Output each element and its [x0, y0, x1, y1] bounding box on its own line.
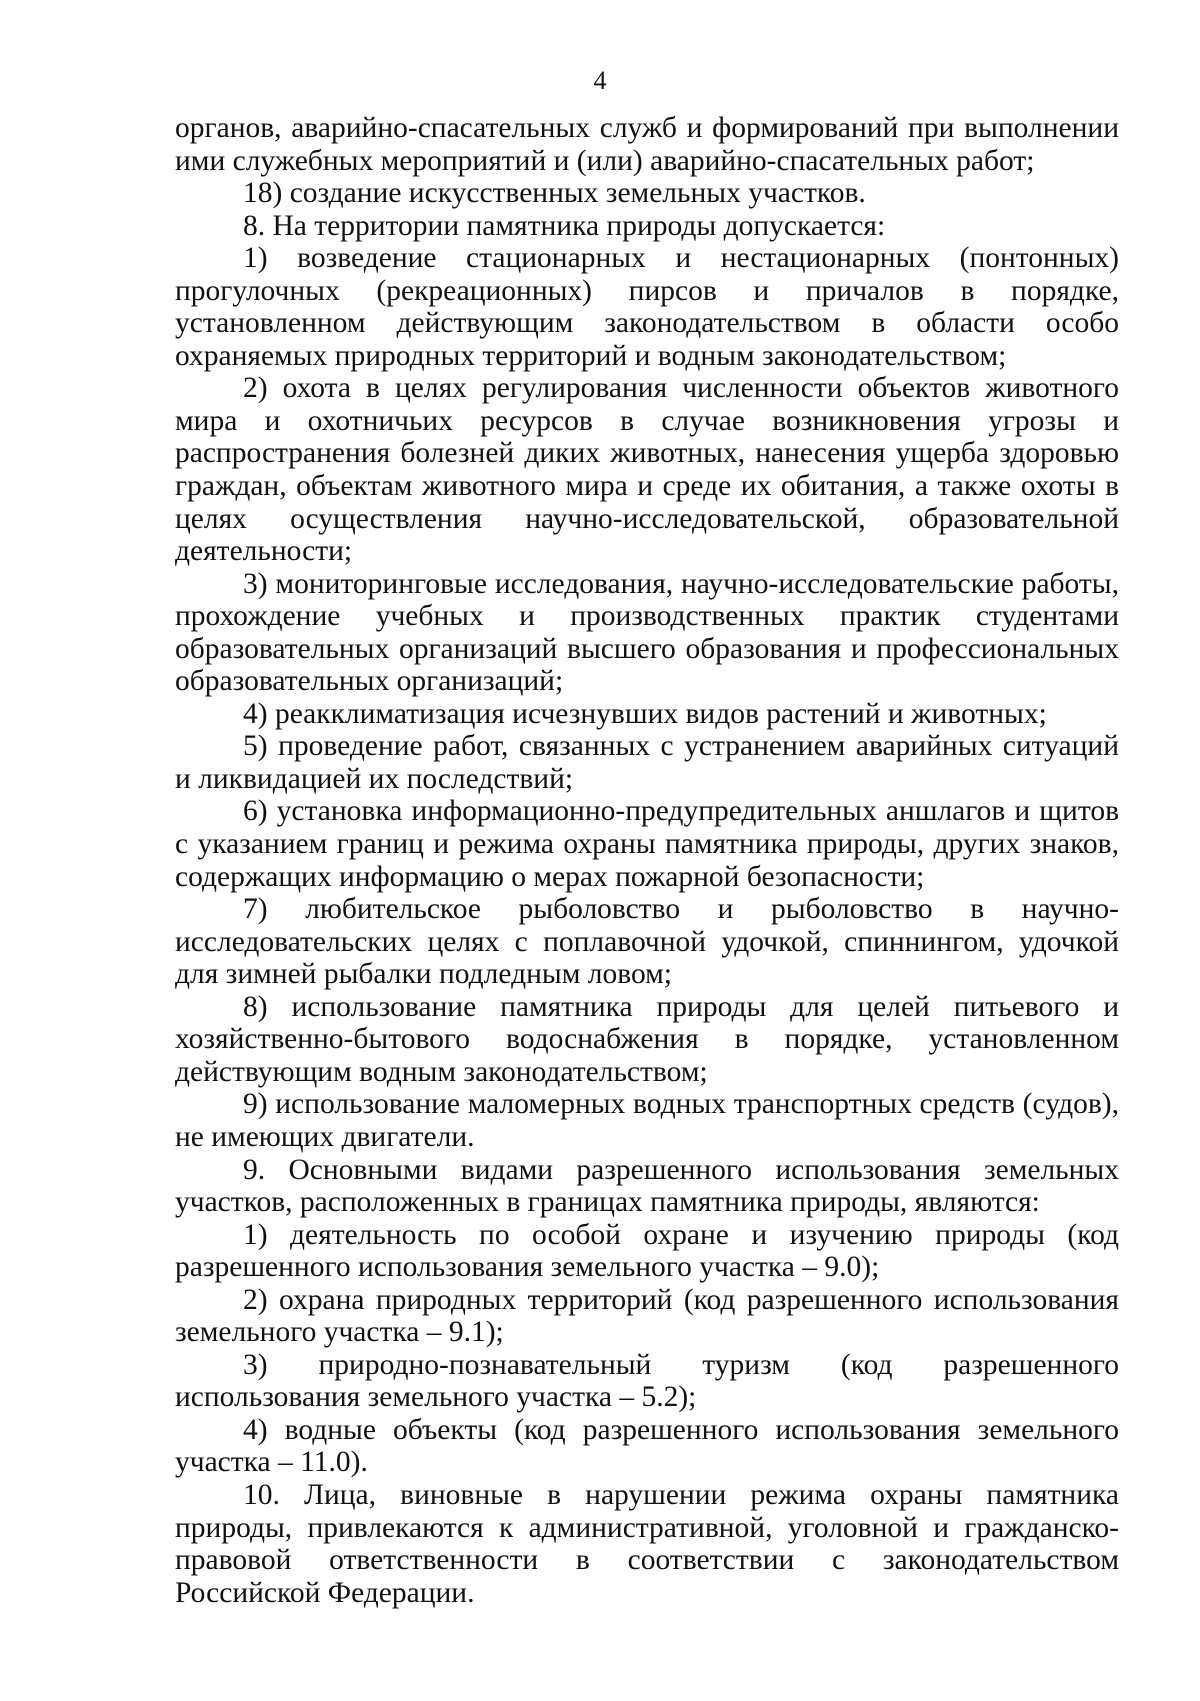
list-item-7-fishing: 7) любительское рыболовство и рыболовство в научно-исследовательских целях с поплавочной удочкой, спиннингом, удочкой для зимней рыбалки подледным ловом; — [175, 893, 1119, 991]
land-use-item-3: 3) природно-познавательный туризм (код разрешенного использования земельного участка – 5.2); — [175, 1348, 1119, 1414]
list-item-5-emergency-works: 5) проведение работ, связанных с устранением аварийных ситуаций и ликвидацией их последствий; — [175, 730, 1119, 795]
land-use-item-4: 4) водные объекты (код разрешенного использования земельного участка – 11.0). — [175, 1413, 1119, 1479]
list-item-18: 18) создание искусственных земельных участков. — [243, 177, 866, 210]
section-8-heading: 8. На территории памятника природы допускается: — [243, 209, 886, 242]
list-item-2-hunting: 2) охота в целях регулирования численности объектов животного мира и охотничьих ресурсов в случае возникновения угрозы и распространения болезней диких животных, нанесения ущерба здоровью граждан, объектам животного мира и среде их обитания, а также охоты в целях осуществления научно-исследовательской, образовательной деятельности; — [175, 372, 1119, 568]
land-use-item-2: 2) охрана природных территорий (код разрешенного использования земельного участка – 9.1); — [175, 1283, 1119, 1349]
list-item-4-reacclimatization: 4) реакклиматизация исчезнувших видов растений и животных; — [243, 697, 1047, 730]
page-number: 4 — [593, 66, 607, 95]
section-9-heading: 9. Основными видами разрешенного использования земельных участков, расположенных в границах памятника природы, являются: — [175, 1153, 1119, 1219]
list-item-6-signs: 6) установка информационно-предупредительных аншлагов и щитов с указанием границ и режима охраны памятника природы, других знаков, содержащих информацию о мерах пожарной безопасности; — [175, 795, 1119, 893]
list-item-3-monitoring: 3) мониторинговые исследования, научно-исследовательские работы, прохождение учебных и производственных практик студентами образовательных организаций высшего образования и профессиональных образовательных организаций; — [175, 567, 1119, 698]
list-item-9-small-vessels: 9) использование маломерных водных транспортных средств (судов), не имеющих двигатели. — [175, 1088, 1119, 1153]
document-body — [175, 112, 1119, 1609]
paragraph-continuation: органов, аварийно-спасательных служб и формирований при выполнении ими служебных мероприятий и (или) аварийно-спасательных работ; — [175, 112, 1119, 177]
land-use-item-1: 1) деятельность по особой охране и изучению природы (код разрешенного использования земельного участка – 9.0); — [175, 1218, 1119, 1284]
list-item-1-piers: 1) возведение стационарных и нестационарных (понтонных) прогулочных (рекреационных) пирсов и причалов в порядке, установленном действующим законодательством в области особо охраняемых природных территорий и водным законодательством; — [175, 242, 1119, 372]
list-item-8-water-supply: 8) использование памятника природы для целей питьевого и хозяйственно-бытового водоснабжения в порядке, установленном действующим водным законодательством; — [175, 990, 1119, 1088]
section-10-liability: 10. Лица, виновные в нарушении режима охраны памятника природы, привлекаются к административной, уголовной и гражданско-правовой ответственности в соответствии с законодательством Российской Федерации. — [175, 1478, 1119, 1609]
